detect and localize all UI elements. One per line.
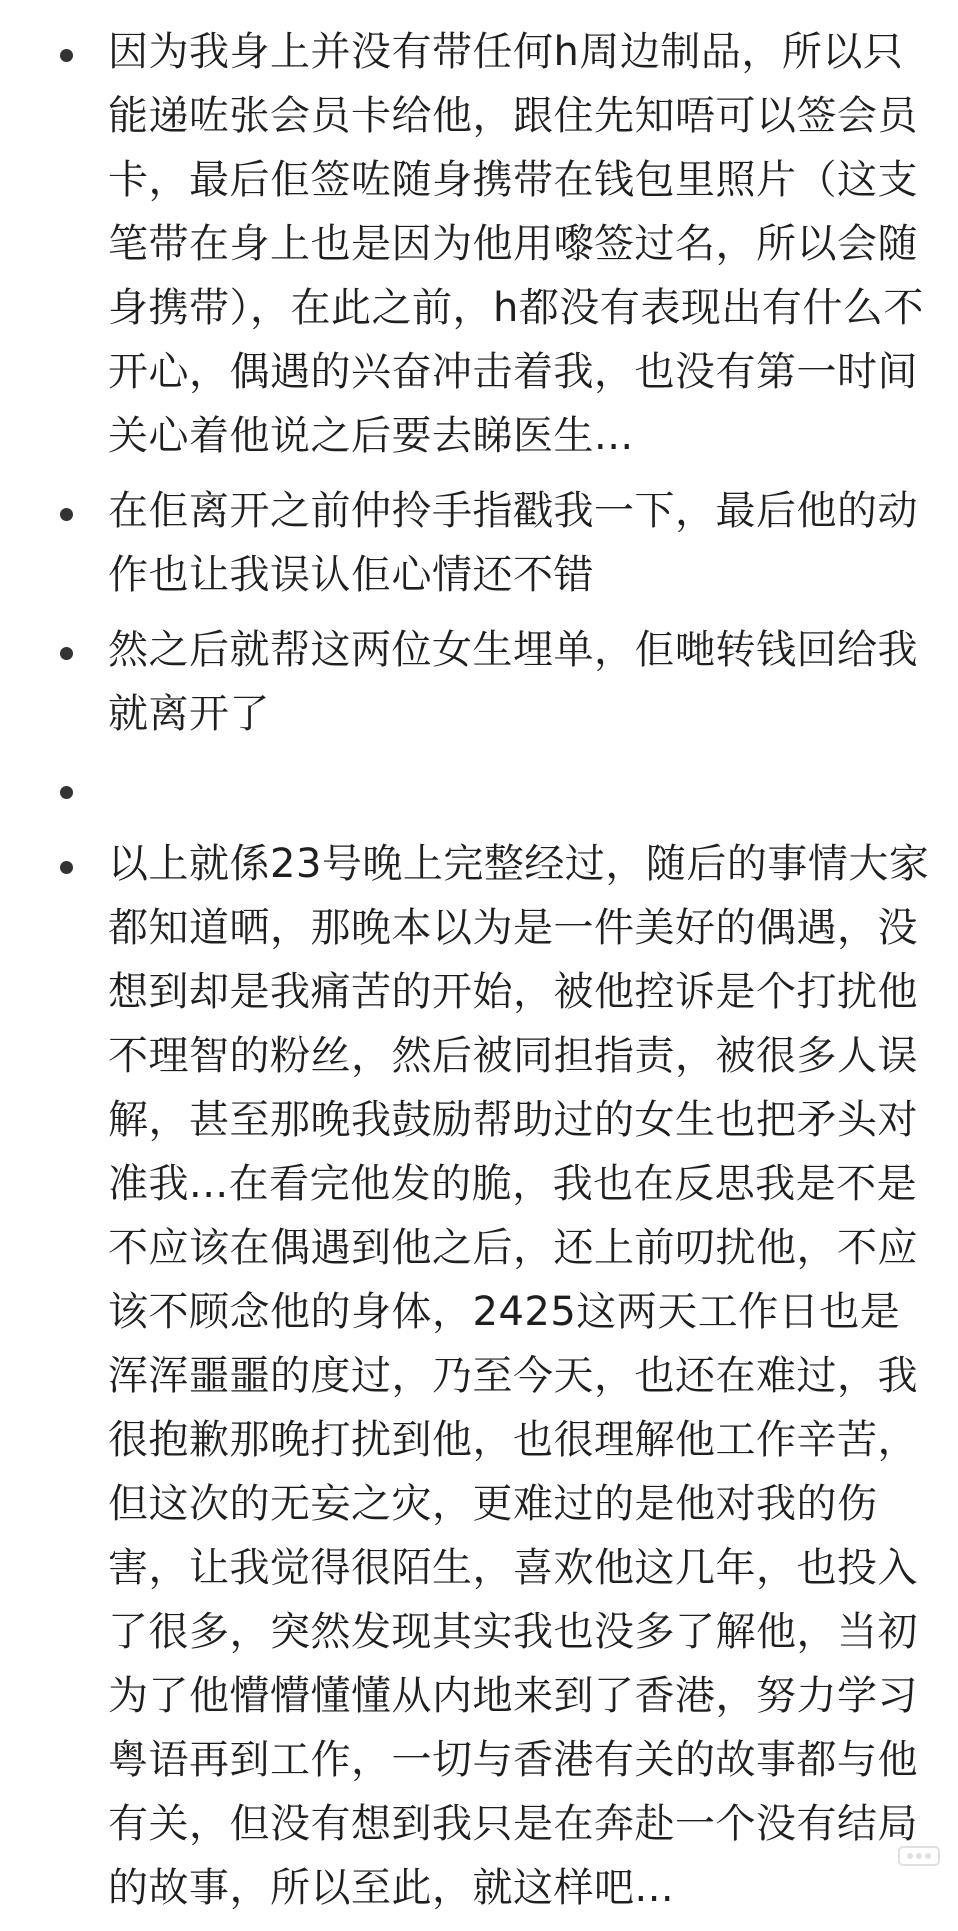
- list-item: [0, 479, 958, 607]
- document-content: [0, 20, 958, 1931]
- bullet-list: [0, 20, 958, 1920]
- bullet-dot-icon: [60, 786, 73, 799]
- bullet-dot-icon: [60, 647, 73, 660]
- bullet-dot-icon: [60, 49, 73, 62]
- list-item-empty: [0, 757, 958, 821]
- list-item: [0, 618, 958, 746]
- list-item-text: 然之后就帮这两位女生埋单，佢哋转钱回给我就离开了: [108, 627, 918, 737]
- bullet-dot-icon: [60, 508, 73, 521]
- list-item-text: 在佢离开之前仲拎手指戳我一下，最后他的动作也让我误认佢心情还不错: [108, 488, 918, 598]
- watermark-icon: [898, 1844, 940, 1868]
- bullet-dot-icon: [60, 861, 73, 874]
- list-item: [0, 20, 958, 468]
- list-item-text: [108, 757, 930, 821]
- list-item: [0, 832, 958, 1920]
- list-item-text: 因为我身上并没有带任何h周边制品，所以只能递咗张会员卡给他，跟住先知唔可以签会员卡，最后佢签咗随身携带在钱包里照片（这支笔带在身上也是因为他用嚟签过名，所以会随身携带），在此之前，h都没有表现出有什么不开心，偶遇的兴奋冲击着我，也没有第一时间关心着他说之后要去睇医生...: [108, 29, 924, 459]
- list-item-text: 以上就係23号晚上完整经过，随后的事情大家都知道晒，那晚本以为是一件美好的偶遇，没想到却是我痛苦的开始，被他控诉是个打扰他不理智的粉丝，然后被同担指责，被很多人误解，甚至那晚我鼓励帮助过的女生也把矛头对准我...在看完他发的脆，我也在反思我是不是不应该在偶遇到他之后，还上前叨扰他，不应该不顾念他的身体，2425这两天工作日也是浑浑噩噩的度过，乃至今天，也还在难过，我很抱歉那晚打扰到他，也很理解他工作辛苦，但这次的无妄之灾，更难过的是他对我的伤害，让我觉得很陌生，喜欢他这几年，也投入了很多，突然发现其实我也没多了解他，当初为了他懵懵懂懂从内地来到了香港，努力学习粤语再到工作，一切与香港有关的故事都与他有关，但没有想到我只是在奔赴一个没有结局的故事，所以至此，就这样吧...: [108, 841, 930, 1911]
